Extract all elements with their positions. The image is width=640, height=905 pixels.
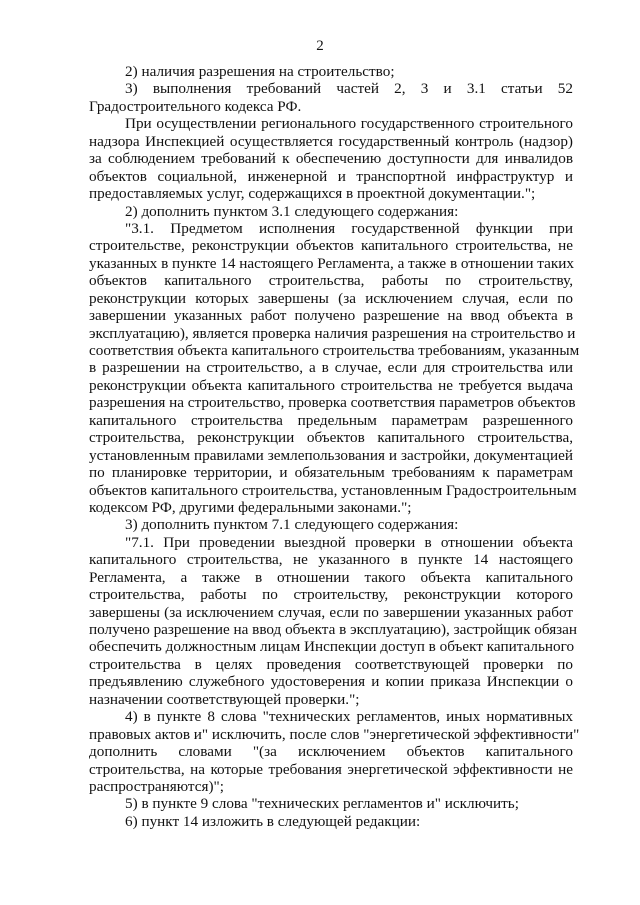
text-line: 2) наличия разрешения на строительство;: [125, 63, 395, 80]
text-line: дополнить словами "(за исключением объектов капитального: [89, 743, 573, 761]
text-line: 3) дополнить пунктом 7.1 следующего содержания:: [125, 516, 459, 534]
text-line: соответствия объекта капитального строительства требованиям, указанным: [89, 342, 580, 359]
text-line: кодексом РФ, другими федеральными законами.";: [89, 498, 412, 516]
text-line: завершении указанных работ получено разрешение на ввод объекта в: [89, 307, 573, 325]
text-line: за соблюдением требований к обеспечению доступности для инвалидов: [89, 150, 573, 168]
text-line: завершены (за исключением случая, если по завершении указанных работ: [89, 603, 573, 621]
text-line: правовых актов и" исключить, после слов "энергетической эффективности": [89, 725, 580, 743]
text-line: реконструкции которых завершены (за исключением случая, если по: [89, 289, 573, 307]
text-line: капитального строительства, не указанного в пункте 14 настоящего: [89, 551, 573, 569]
text-line: предоставляемых услуг, содержащихся в проектной документации.";: [89, 185, 536, 203]
text-line: 2) дополнить пунктом 3.1 следующего содержания:: [125, 202, 459, 220]
text-line: При осуществлении регионального государственного строительного: [125, 115, 573, 133]
text-line: указанных в пункте 14 настоящего Регламента, а также в отношении таких: [89, 254, 574, 272]
text-line: распространяются)";: [89, 777, 224, 795]
text-line: объектов капитального строительства, установленным Градостроительным: [89, 481, 577, 499]
paragraph: [89, 533, 578, 708]
page-number: 2: [316, 38, 324, 54]
text-line: строительства, на которые требования энергетической эффективности не: [89, 760, 573, 778]
text-line: предъявлению служебного удостоверения и копии приказа Инспекции о: [89, 673, 573, 691]
text-line: эксплуатацию), является проверка наличия разрешения на строительство и: [89, 324, 576, 342]
text-line: строительстве, реконструкции объектов капитального строительства, не: [89, 237, 573, 255]
text-line: разрешения на строительство, проверка соответствия параметров объектов: [89, 394, 576, 412]
text-line: 5) в пункте 9 слова "технических регламентов и" исключить;: [125, 795, 519, 813]
paragraph: [89, 708, 580, 795]
paragraph: [89, 63, 573, 80]
text-line: строительства в целях проведения соответствующей проверки по: [89, 655, 573, 673]
paragraph: [89, 80, 573, 115]
text-line: назначении соответствующей проверки.";: [89, 690, 360, 708]
text-line: строительства, работы по строительству, реконструкции которого: [89, 586, 573, 604]
text-line: строительства, реконструкции объектов капитального строительства,: [89, 429, 573, 447]
paragraph: [89, 115, 573, 202]
text-line: надзора Инспекцией осуществляется государственный контроль (надзор): [89, 132, 573, 150]
text-line: обеспечить должностным лицам Инспекции доступ в объект капитального: [89, 638, 575, 656]
text-line: Градостроительного кодекса РФ.: [89, 97, 302, 115]
paragraph: [89, 795, 573, 812]
text-line: 4) в пункте 8 слова "технических регламентов, иных нормативных: [125, 708, 573, 726]
text-line: объектов капитального строительства, работы по строительству,: [89, 272, 573, 290]
paragraph: [89, 203, 573, 220]
paragraph: [89, 516, 573, 533]
text-line: объектов социальной, инженерной и транспортной инфраструктур и: [89, 167, 573, 185]
text-line: в разрешении на строительство, а в случае, если для строительства или: [89, 359, 573, 377]
text-line: установленным правилами землепользования и застройки, документацией: [89, 446, 573, 464]
text-line: капитального строительства предельным параметрам разрешенного: [89, 411, 573, 429]
text-line: реконструкции объекта капитального строительства не требуется выдача: [89, 376, 573, 394]
text-line: по планировке территории, и обязательным требованиям к параметрам: [89, 464, 573, 482]
paragraph: [89, 219, 580, 516]
text-line: 6) пункт 14 изложить в следующей редакции:: [125, 812, 421, 830]
text-line: получено разрешение на ввод объекта в эксплуатацию), застройщик обязан: [89, 621, 578, 638]
paragraph: [89, 813, 573, 830]
document-body: [89, 63, 580, 830]
text-line: "3.1. Предметом исполнения государственной функции при: [125, 219, 573, 237]
text-line: Регламента, а также в отношении такого объекта капитального: [89, 568, 573, 586]
text-line: "7.1. При проведении выездной проверки в отношении объекта: [125, 533, 573, 551]
text-line: 3) выполнения требований частей 2, 3 и 3.1 статьи 52: [125, 80, 573, 98]
